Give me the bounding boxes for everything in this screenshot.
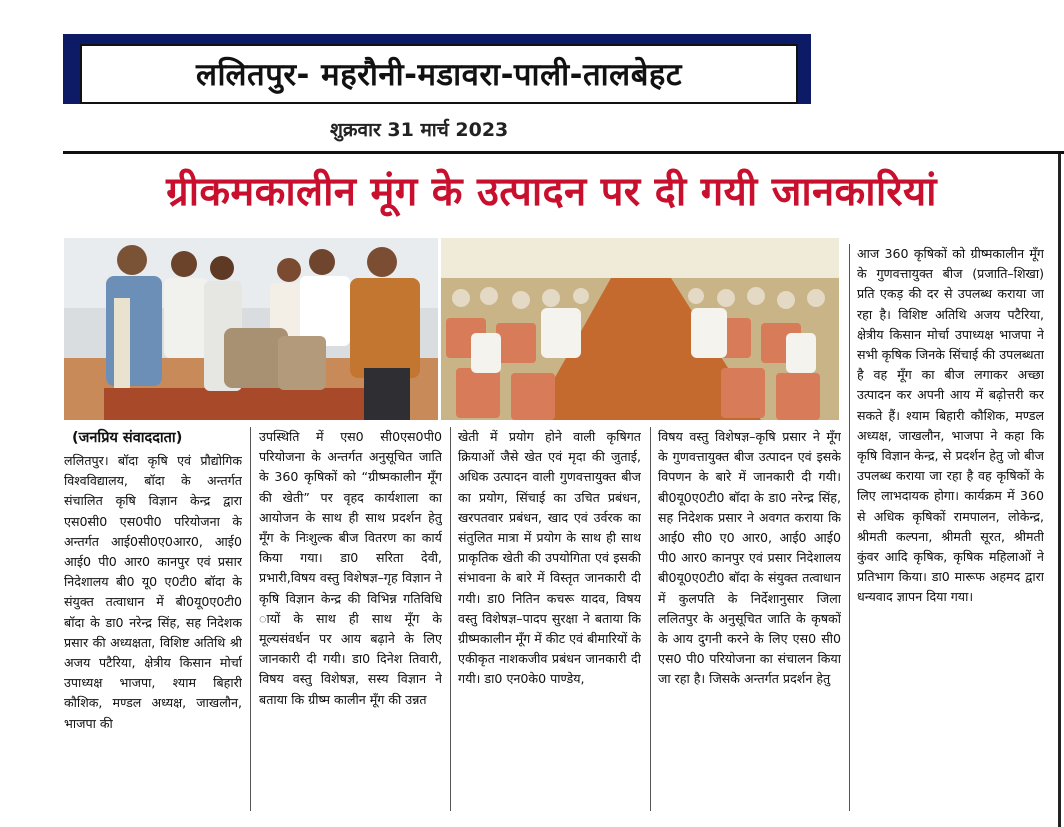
article-column-5: आज 360 कृषिकों को ग्रीष्मकालीन मूँग के गुणवत्तायुक्त बीज (प्रजाति–शिखा) प्रति एकड़ की दर से उपलब्ध कराया जा रहा है। विशिष्ट अतिथि अजय पटैरिया, क्षेत्रीय किसान मोर्चा उपाध्यक्ष भाजपा ने सभी कृषिक जिनके सिंचाई की उपलब्धता है वह मूँग का बीज लगाकर अच्छा उत्पादन कर अपनी आय में बढ़ोत्तरी कर सकते हैं। श्याम बिहारी कौशिक, मण्डल अध्यक्ष, जाखलौन, भाजपा ने कहा कि कृषि विज्ञान केन्द्र, से प्रदर्शन हेतु जो बीज उपलब्ध कराया जा रहा है वह कृषिकों के लिए लाभदायक होगा। कार्यक्रम में 360 से अधिक कृषिकों रामपालन, लोकेन्द्र, श्रीमती कल्पना, श्रीमती सूरत, श्रीमती कुंवर आदि कृषिक, कृषिक महिलाओं ने प्रतिभाग किया। डा0 मारूफ अहमद द्वारा धन्यवाद ज्ञापन दिया गया। [857,246,1044,605]
issue-date: शुक्रवार 31 मार्च 2023 [330,119,509,141]
photo-audience [441,238,839,420]
headline: ग्रीकमकालीन मूंग के उत्पादन पर दी गयी जानकारियां [166,169,937,215]
photo-seed-distribution [64,238,438,420]
header-rule [63,151,1064,154]
article-column-3: खेती में प्रयोग होने वाली कृषिगत क्रियाओं जैसे खेत एवं मृदा की जुताई, अधिक उत्पादन वाली गुणवत्तायुक्त बीज का प्रयोग, सिंचाई का उचित प्रबंधन, खरपतवार प्रबंधन, खाद एवं उर्वरक का संतुलित मात्रा में प्रयोग के साथ ही साथ प्राकृतिक खेती की उपयोगिता एवं इसकी संभावना के बारे में विस्तृत जानकारी दी गयी। डा0 नितिन कचरू यादव, विषय वस्तु विशेषज्ञ–पादप सुरक्षा ने बताया कि ग्रीष्मकालीन मूँग में कीट एवं बीमारियों के एकीकृत नाशकजीव प्रबंधन जानकारी दी गयी। डा0 एन0के0 पाण्डेय, [458,429,641,687]
article-column-2: उपस्थिति में एस0 सी0एस0पी0 परियोजना के अन्तर्गत अनुसूचित जाति के 360 कृषिकों को “ग्रीष्मकालीन मूँग की खेती” पर वृहद कार्यशाला का आयोजन के साथ ही साथ प्रदर्शन हेतु मूँग के निःशुल्क बीज वितरण का कार्य किया गया। डा0 सरिता देवी, प्रभारी,विषय वस्तु विशेषज्ञ–गृह विज्ञान ने कृषि विज्ञान केन्द्र की विभिन्न गतिविधि ायों के साथ ही साथ मूँग के मूल्यसंवर्धन पर आय बढ़ाने के लिए जानकारी दी गयी। डा0 दिनेश तिवारी, विषय वस्तु विशेषज्ञ, सस्य विज्ञान ने बताया कि ग्रीष्म कालीन मूँग की उन्नत [259,429,442,707]
page-edge-rule [1058,154,1061,827]
masthead-title: ललितपुर- महरौनी-मडावरा-पाली-तालबेहट [195,57,682,93]
column-divider [650,427,651,811]
byline: (जनप्रिय संवाददाता) [72,430,183,446]
column-divider [849,244,850,811]
column-divider [450,427,451,811]
masthead-box [80,44,798,104]
article-column-1: ललितपुर। बॉदा कृषि एवं प्रौद्योगिक विश्वविद्यालय, बॉदा के अन्तर्गत संचालित कृषि विज्ञान केन्द्र द्वारा एस0सी0 एस0पी0 परियोजना के अन्तर्गत आई0सी0ए0आर0, आई0 आई0 पी0 आर0 कानपुर एवं प्रसार निदेशालय बी0 यू0 ए0टी0 बॉदा के संयुक्त तत्वाधान में बी0यू0ए0टी0 बॉदा के डा0 नरेन्द्र सिंह, सह निदेशक प्रसार की अध्यक्षता, विशिष्ट अतिथि श्री अजय पटैरिया, क्षेत्रीय किसान मोर्चा उपाध्यक्ष भाजपा, श्याम बिहारी कौशिक, मण्डल अध्यक्ष, जाखलौन, भाजपा की [64,453,242,731]
column-divider [250,427,251,811]
article-column-4: विषय वस्तु विशेषज्ञ–कृषि प्रसार ने मूँग के गुणवत्तायुक्त बीज उत्पादन एवं इसके विपणन के बारे में जानकारी दी गयी। बी0यू0ए0टी0 बॉदा के डा0 नरेन्द्र सिंह, सह निदेशक प्रसार ने अवगत कराया कि आई0 सी0 ए0 आर0, आई0 आई0 पी0 आर0 कानपुर एवं प्रसार निदेशालय बी0यू0ए0टी0 बॉदा के संयुक्त तत्वाधान में कुलपति के निर्देशानुसार जिला ललितपुर के अनुसूचित जाति के कृषकों के आय दुगनी करने के लिए एस0 सी0 एस0 पी0 परियोजना का संचालन किया जा रहा है। जिसके अन्तर्गत प्रदर्शन हेतु [658,429,841,687]
